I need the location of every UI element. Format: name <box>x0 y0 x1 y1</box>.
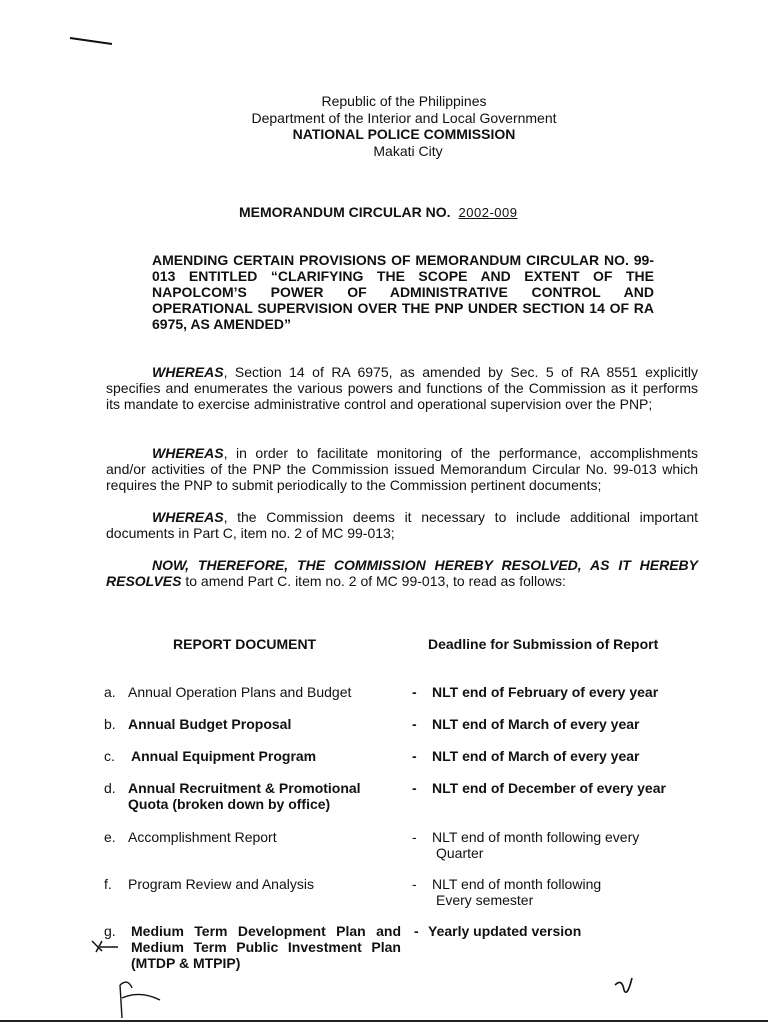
row-dash: - <box>412 829 417 845</box>
row-letter: e. <box>104 829 116 845</box>
header-commission: NATIONAL POLICE COMMISSION <box>292 126 516 142</box>
letterhead <box>0 93 768 159</box>
row-letter: b. <box>104 716 116 732</box>
whereas-paragraph-2 <box>106 445 698 493</box>
deadline-text: NLT end of March of every year <box>432 748 640 764</box>
column-header-report-document: REPORT DOCUMENT <box>173 636 317 652</box>
row-letter: g. <box>104 923 116 939</box>
row-dash: - <box>414 923 419 939</box>
paragraph-lead: WHEREAS <box>152 364 224 380</box>
row-document: Annual Recruitment & Promotional Quota (broken down by office) <box>128 780 361 812</box>
handwritten-mark <box>92 941 118 952</box>
deadline-text: NLT end of month following <box>432 876 602 892</box>
initials-mark <box>120 982 160 1018</box>
whereas-paragraph-1 <box>106 364 698 412</box>
deadline-continuation: Quarter <box>436 845 484 861</box>
row-document: Annual Budget Proposal <box>128 716 292 732</box>
row-document: Program Review and Analysis <box>128 876 314 892</box>
paragraph-text: , the Commission deems it necessary to include additional important documents in Part C, item no. 2 of MC 99-013; <box>106 509 698 541</box>
memo-number: 2002-009 <box>458 205 518 220</box>
row-letter: d. <box>104 780 116 796</box>
row-dash: - <box>412 716 417 732</box>
row-letter: f. <box>104 876 112 892</box>
memo-title: AMENDING CERTAIN PROVISIONS OF MEMORANDUM CIRCULAR NO. 99-013 ENTITLED “CLARIFYING THE SCOPE AND EXTENT OF THE NAPOLCOM’S POWER OF ADMINISTRATIVE CONTROL AND OPERATIONAL SUPERVISION OVER THE PNP UNDER SECTION 14 OF RA 6975, AS AMENDED” <box>152 252 654 332</box>
deadline-text: NLT end of month following every <box>432 829 640 845</box>
row-dash: - <box>412 748 417 764</box>
deadline-continuation: Every semester <box>436 892 534 908</box>
row-deadline <box>428 923 698 939</box>
row-dash: - <box>412 684 417 700</box>
paragraph-lead: NOW, THEREFORE, THE COMMISSION HEREBY RESOLVED, AS IT HEREBY RESOLVES <box>106 557 698 589</box>
row-dash: - <box>412 780 417 796</box>
paragraph-text: to amend Part C. item no. 2 of MC 99-013, to read as follows: <box>181 573 566 589</box>
row-deadline <box>432 780 702 796</box>
paragraph-text: , Section 14 of RA 6975, as amended by Sec. 5 of RA 8551 explicitly specifies and enumerates the various powers and functions of the Commission as it performs its mandate to exercise administrative control and operational supervision over the PNP; <box>106 364 698 412</box>
resolution-paragraph <box>106 557 698 589</box>
row-deadline <box>432 748 702 764</box>
row-letter: a. <box>104 684 116 700</box>
header-city: Makati City <box>373 142 443 159</box>
header-department: Department of the Interior and Local Government <box>251 109 557 126</box>
paragraph-text: , in order to facilitate monitoring of the performance, accomplishments and/or activities of the PNP the Commission issued Memorandum Circular No. 99-013 which requires the PNP to submit periodically to the Commission pertinent documents; <box>106 445 698 493</box>
row-document: Accomplishment Report <box>128 829 277 845</box>
row-deadline <box>432 684 702 700</box>
row-document: Annual Equipment Program <box>131 748 317 764</box>
row-dash: - <box>412 876 417 892</box>
initial-signature <box>615 978 632 992</box>
deadline-text: Yearly updated version <box>428 923 582 939</box>
row-document: Annual Operation Plans and Budget <box>128 684 352 700</box>
paragraph-lead: WHEREAS <box>152 509 224 525</box>
deadline-text: NLT end of December of every year <box>432 780 666 796</box>
column-header-deadline: Deadline for Submission of Report <box>428 636 659 652</box>
row-deadline <box>432 876 702 908</box>
deadline-text: NLT end of March of every year <box>432 716 640 732</box>
paragraph-lead: WHEREAS <box>152 445 224 461</box>
pen-stroke-top <box>70 38 112 44</box>
deadline-text: NLT end of February of every year <box>432 684 659 700</box>
memo-circular-heading <box>239 204 526 220</box>
row-letter: c. <box>104 748 115 764</box>
row-document: Medium Term Development Plan and Medium Term Public Investment Plan (MTDP & MTPIP) <box>131 923 401 971</box>
row-deadline <box>432 829 702 861</box>
memo-label: MEMORANDUM CIRCULAR NO. <box>239 204 451 220</box>
whereas-paragraph-3 <box>106 509 698 541</box>
row-deadline <box>432 716 702 732</box>
header-republic: Republic of the Philippines <box>321 93 487 109</box>
